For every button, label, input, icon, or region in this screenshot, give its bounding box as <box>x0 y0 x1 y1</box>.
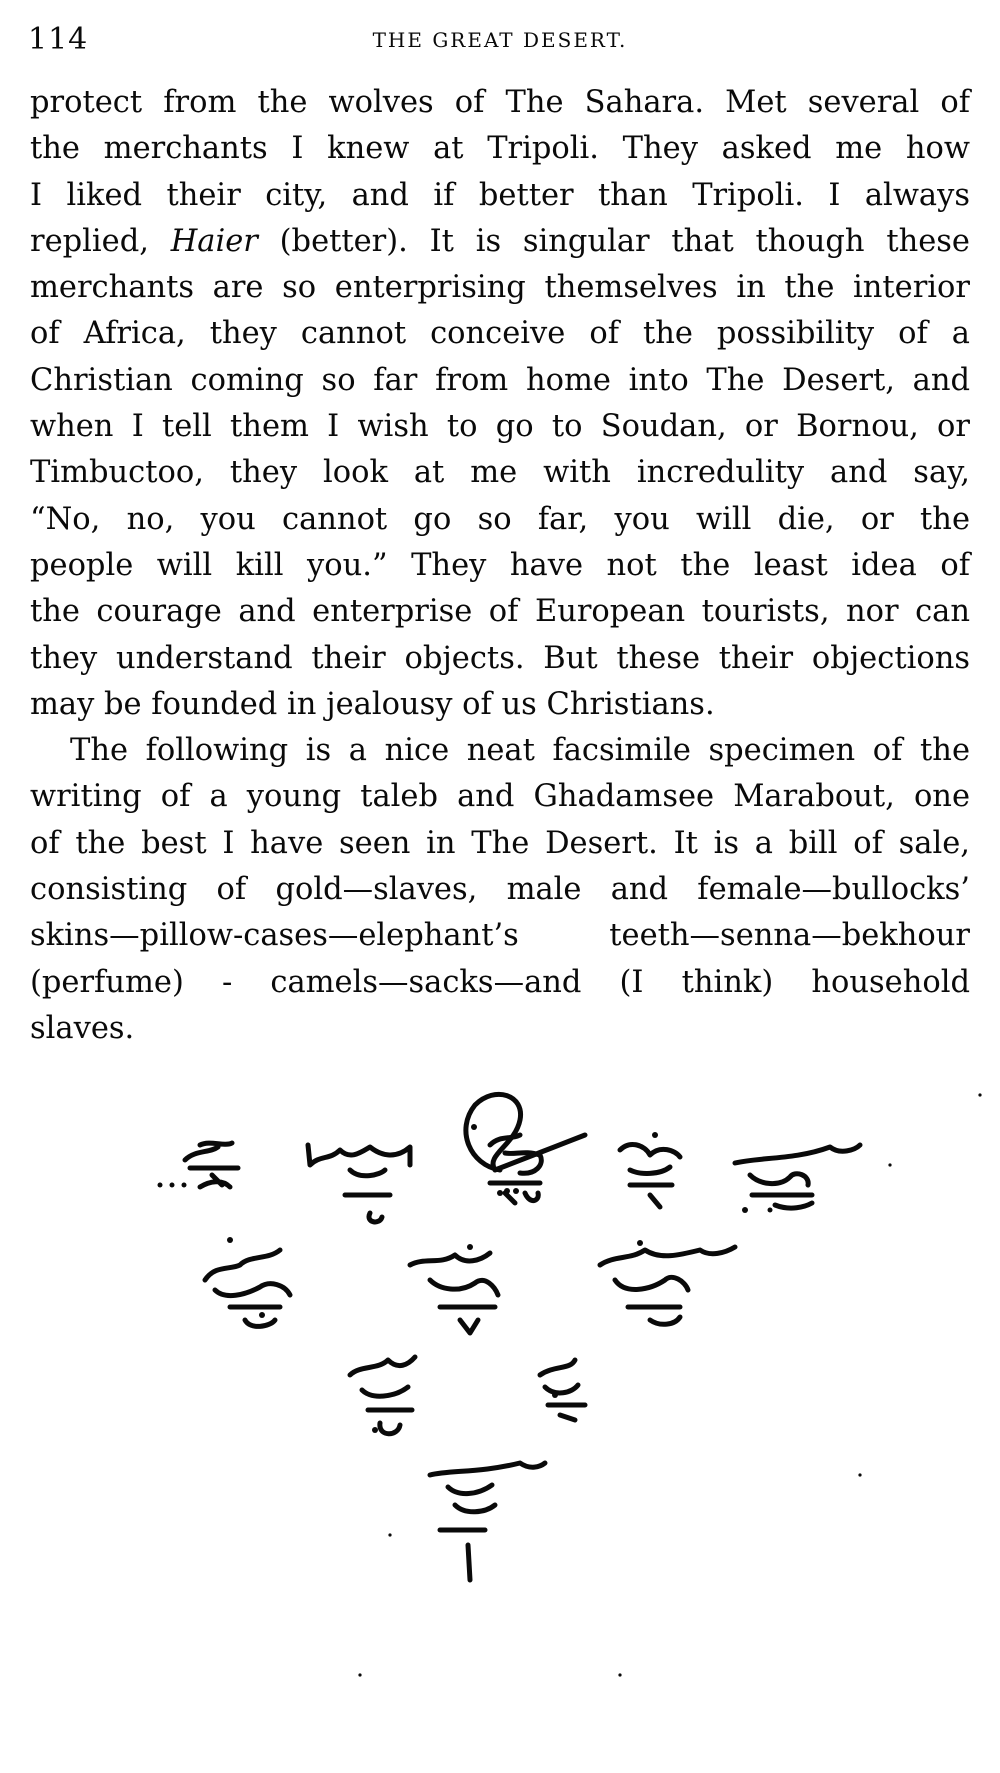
text-line: Christian coming so far from home into The Desert, and <box>30 362 970 398</box>
text-line-with-italic <box>30 219 970 265</box>
text-line: “No, no, you cannot go so far, you will die, or the <box>30 501 970 537</box>
text-line: of Africa, they cannot conceive of the possibility of a <box>30 316 970 352</box>
text-line: skins—pillow-cases—elephant’s teeth—senna—bekhour <box>30 918 970 954</box>
text-line: (perfume) - camels—sacks—and (I think) household <box>30 964 970 1000</box>
text-line: when I tell them I wish to go to Soudan, or Bornou, or <box>30 409 970 445</box>
body-text <box>30 80 970 1052</box>
text-line: consisting of gold—slaves, male and female—bullocks’ <box>30 872 970 908</box>
text-fragment: replied, <box>30 223 171 259</box>
text-line: writing of a young taleb and Ghadamsee Marabout, one <box>30 779 970 815</box>
text-line: slaves. <box>30 1010 135 1046</box>
running-title: THE GREAT DESERT. <box>372 28 628 52</box>
paragraph-1 <box>30 80 970 728</box>
text-line: may be founded in jealousy of us Christians. <box>30 686 715 722</box>
text-line: protect from the wolves of The Sahara. Met several of <box>30 85 970 120</box>
handwriting-facsimile-illustration <box>0 1075 1000 1765</box>
text-line: the merchants I knew at Tripoli. They asked me how <box>30 131 970 167</box>
text-line: people will kill you.” They have not the least idea of <box>30 547 970 583</box>
text-line: I liked their city, and if better than Tripoli. I always <box>30 177 970 213</box>
text-fragment: (better). It is singular that though these <box>257 223 970 259</box>
text-line: of the best I have seen in The Desert. It is a bill of sale, <box>30 825 970 861</box>
paragraph-2 <box>30 728 970 1052</box>
text-line: Timbuctoo, they look at me with incredulity and say, <box>30 455 970 491</box>
text-line: The following is a nice neat facsimile specimen of the <box>70 733 970 769</box>
page-header <box>28 22 972 62</box>
arabic-facsimile-figure <box>0 1075 1000 1765</box>
text-line: the courage and enterprise of European tourists, nor can <box>30 594 970 630</box>
text-line: they understand their objects. But these their objections <box>30 640 970 676</box>
page-number: 114 <box>28 22 89 57</box>
text-line: merchants are so enterprising themselves in the interior <box>30 270 970 306</box>
italic-word: Haier <box>170 223 258 259</box>
